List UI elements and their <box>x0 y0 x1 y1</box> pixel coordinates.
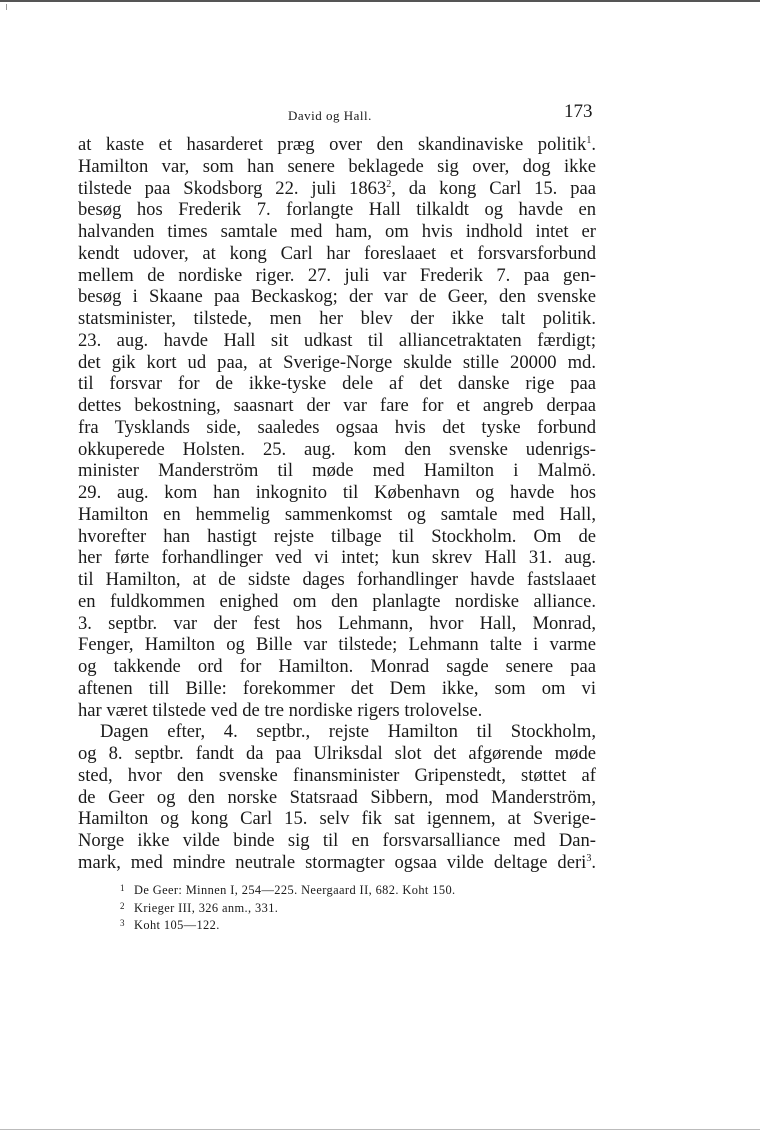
text-line <box>78 808 596 830</box>
line-text: til Hamilton, at de sidste dages forhandlinger havde fastslaaet <box>78 569 596 590</box>
line-text: besøg i Skaane paa Beckaskog; der var de Geer, den svenske <box>78 286 596 308</box>
text-line <box>78 852 596 874</box>
text-line <box>78 743 596 765</box>
line-text: en fuldkommen enighed om den planlagte nordiske alliance. <box>78 590 596 612</box>
footnote <box>120 898 560 916</box>
line-text: mellem de nordiske riger. 27. juli var Frederik 7. paa gen- <box>78 264 596 286</box>
text-line <box>78 547 596 569</box>
text-line <box>78 395 596 417</box>
text-line <box>78 221 596 243</box>
line-text: 29. aug. kom han inkognito til København og havde hos <box>78 482 596 503</box>
line-text: her førte forhandlinger ved vi intet; kun skrev Hall 31. aug. <box>78 547 596 569</box>
text-line <box>78 830 596 852</box>
text-line <box>78 330 596 352</box>
line-text: det gik kort ud paa, at Sverige-Norge skulde stille 20000 md. <box>78 351 596 373</box>
text-line <box>78 439 596 461</box>
line-text: Hamilton var, som han senere beklagede sig over, dog ikke <box>78 155 596 177</box>
footnote-text: Koht 105—122. <box>134 918 220 932</box>
text-line <box>78 613 596 635</box>
line-text-tail: . <box>591 134 596 155</box>
text-line <box>78 634 596 656</box>
footnote-number: 3 <box>120 918 125 928</box>
line-text: har været tilstede ved de tre nordiske rigers trolovelse. <box>78 699 483 721</box>
footnote-reference: 3 <box>586 852 592 864</box>
line-text: til forsvar for de ikke-tyske dele af det danske rige paa <box>78 373 596 395</box>
text-line <box>78 482 596 504</box>
line-text: mark, med mindre neutrale stormagter ogsaa vilde deltage deri <box>78 851 587 873</box>
text-line <box>78 656 596 678</box>
line-text: de Geer og den norske Statsraad Sibbern, mod Manderström, <box>78 786 596 808</box>
text-line <box>78 199 596 221</box>
line-text: at kaste et hasarderet præg over den skandinaviske politik <box>78 134 587 155</box>
text-line <box>78 286 596 308</box>
line-text-tail: , da kong Carl 15. paa <box>391 177 596 199</box>
text-line <box>78 243 596 265</box>
line-text: Fenger, Hamilton og Bille var tilstede; Lehmann talte i varme <box>78 634 596 656</box>
footnote-number: 1 <box>120 883 125 893</box>
line-text: Dagen efter, 4. septbr., rejste Hamilton til Stockholm, <box>100 721 596 743</box>
line-text: statsminister, tilstede, men her blev der ikke talt politik. <box>78 308 596 329</box>
line-text: tilstede paa Skodsborg 22. juli 1863 <box>78 177 387 199</box>
footnote <box>120 880 560 898</box>
text-line <box>78 591 596 613</box>
scan-top-edge <box>0 0 760 2</box>
line-text: og 8. septbr. fandt da paa Ulriksdal slot det afgørende møde <box>78 743 596 764</box>
scan-corner-mark <box>6 4 7 10</box>
running-title: David og Hall. <box>288 108 372 123</box>
line-text: sted, hvor den svenske finansminister Gripenstedt, støttet af <box>78 764 596 786</box>
footnote <box>120 915 560 933</box>
text-line <box>78 308 596 330</box>
text-line <box>78 787 596 809</box>
line-text: Hamilton en hemmelig sammenkomst og samtale med Hall, <box>78 503 596 525</box>
body-text <box>78 134 596 874</box>
line-text: hvorefter han hastigt rejste tilbage til Stockholm. Om de <box>78 525 596 547</box>
page-number: 173 <box>564 101 593 122</box>
text-line <box>78 700 596 722</box>
line-text: besøg hos Frederik 7. forlangte Hall tilkaldt og havde en <box>78 199 596 221</box>
footnotes <box>120 880 560 933</box>
text-line <box>78 721 596 743</box>
text-line <box>78 352 596 374</box>
line-text: 23. aug. havde Hall sit udkast til alliancetraktaten færdigt; <box>78 329 596 351</box>
line-text: minister Manderström til møde med Hamilton i Malmö. <box>78 460 596 482</box>
footnote-reference: 2 <box>386 178 392 190</box>
text-line <box>78 765 596 787</box>
text-line <box>78 134 596 156</box>
line-text: aftenen till Bille: forekommer det Dem ikke, som om vi <box>78 677 596 699</box>
line-text-tail: . <box>591 851 596 873</box>
text-line <box>78 417 596 439</box>
text-line <box>78 156 596 178</box>
text-line <box>78 178 596 200</box>
line-text: okkuperede Holsten. 25. aug. kom den svenske udenrigs- <box>78 438 596 460</box>
scan-bottom-edge <box>0 1129 760 1130</box>
text-line <box>78 504 596 526</box>
text-line <box>78 526 596 548</box>
line-text: Norge ikke vilde binde sig til en forsvarsalliance med Dan- <box>78 830 596 851</box>
line-text: kendt udover, at kong Carl har foreslaaet et forsvarsforbund <box>78 242 596 264</box>
text-line <box>78 678 596 700</box>
footnote-text: Krieger III, 326 anm., 331. <box>134 900 279 915</box>
footnote-text: De Geer: Minnen I, 254—225. Neergaard II, 682. Koht 150. <box>134 883 456 897</box>
footnote-number: 2 <box>120 900 125 911</box>
line-text: halvanden times samtale med ham, om hvis indhold intet er <box>78 221 596 242</box>
line-text: 3. septbr. var der fest hos Lehmann, hvor Hall, Monrad, <box>78 612 596 634</box>
line-text: dettes bekostning, saasnart der var fare for et angreb derpaa <box>78 395 596 416</box>
text-line <box>78 460 596 482</box>
line-text: Hamilton og kong Carl 15. selv fik sat igennem, at Sverige- <box>78 808 596 830</box>
text-line <box>78 373 596 395</box>
line-text: og takkende ord for Hamilton. Monrad sagde senere paa <box>78 656 596 677</box>
footnote-reference: 1 <box>586 135 592 146</box>
text-line <box>78 569 596 591</box>
line-text: fra Tysklands side, saaledes ogsaa hvis det tyske forbund <box>78 416 596 438</box>
text-line <box>78 265 596 287</box>
